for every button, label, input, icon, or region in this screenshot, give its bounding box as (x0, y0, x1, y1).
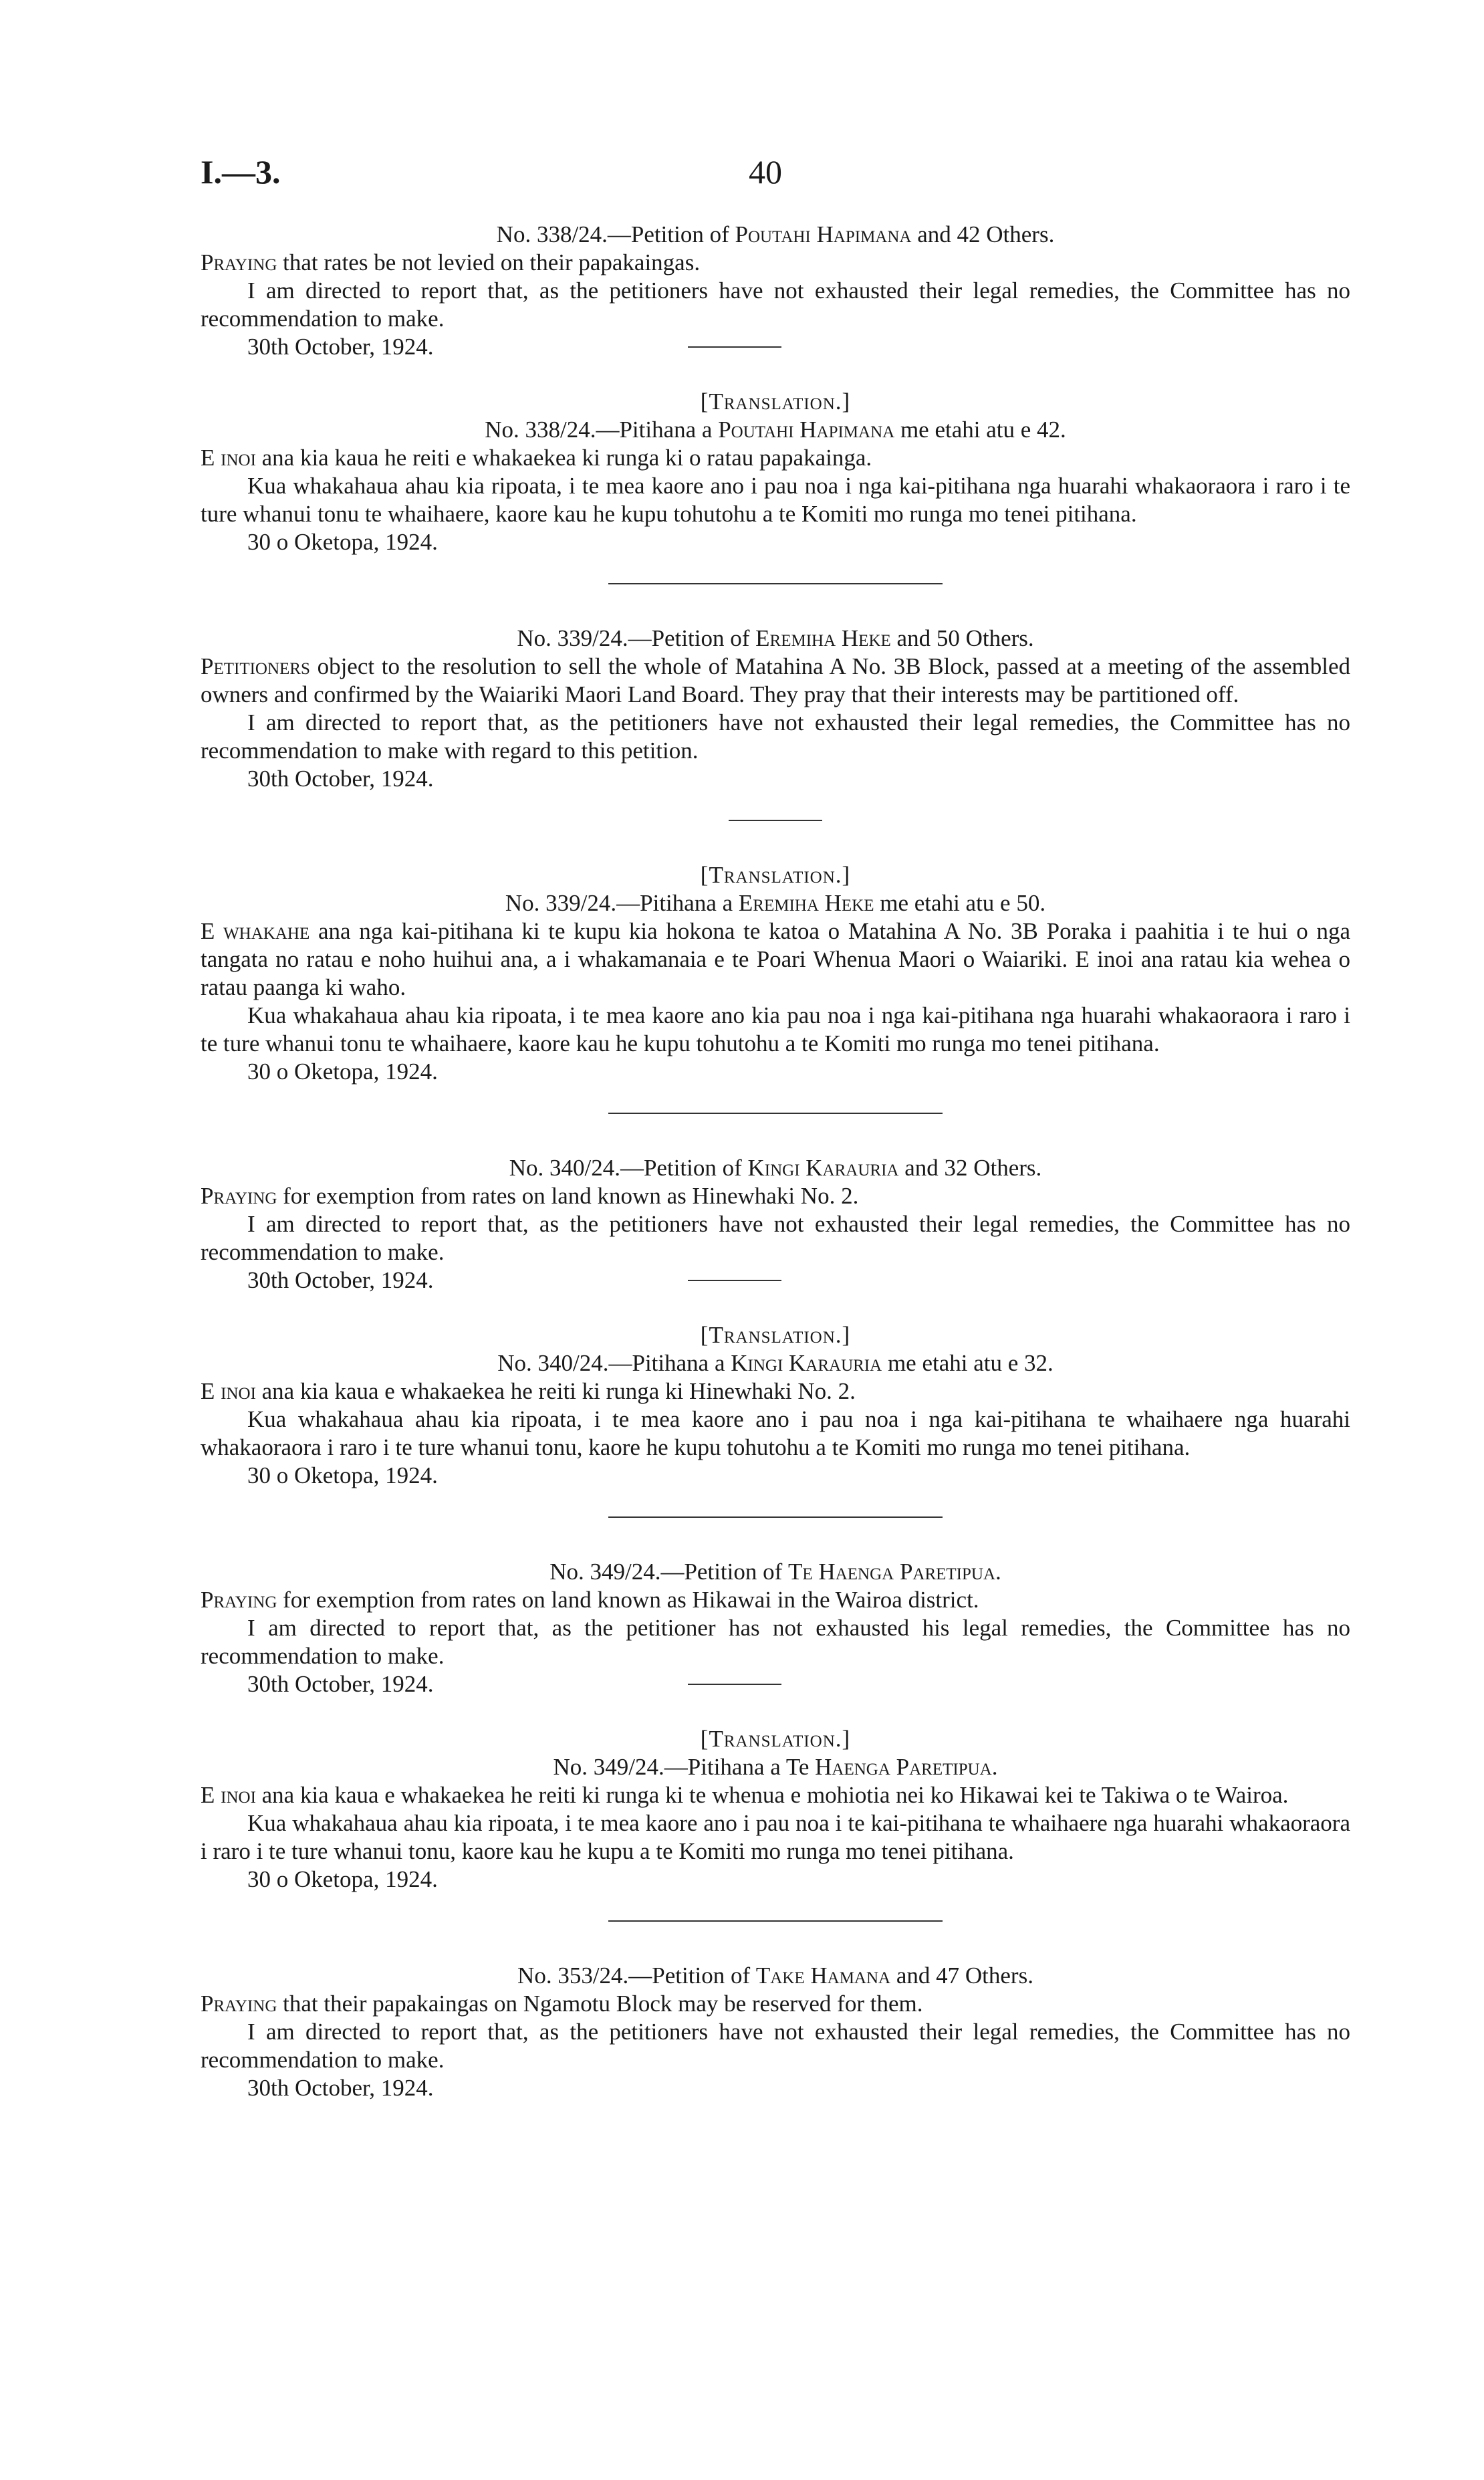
page-reference: I.—3. (201, 153, 281, 191)
committee-report: I am directed to report that, as the petitioner has not exhausted his legal remedies, the Committee has no recommendation to make. (201, 1615, 1350, 1669)
translation-entry (201, 1725, 1350, 1894)
petition-summary: Praying for exemption from rates on land known as Hikawai in the Wairoa district. (201, 1587, 979, 1613)
short-divider (688, 1280, 781, 1281)
committee-report: I am directed to report that, as the petitioners have not exhausted their legal remedies, the Committee has no recommendation to make with regard to this petition. (201, 709, 1350, 764)
petition-heading: No. 338/24.—Petition of Poutahi Hapimana and 42 Others. (496, 221, 1055, 247)
petition-heading: No. 349/24.—Petition of Te Haenga Paretipua. (549, 1559, 1001, 1585)
petition-summary: Praying for exemption from rates on land known as Hinewhaki No. 2. (201, 1183, 859, 1209)
petition-heading: No. 340/24.—Pitihana a Kingi Karauria me etahi atu e 32. (497, 1350, 1054, 1376)
translation-label: [Translation.] (700, 1726, 851, 1752)
report-date: 30 o Oketopa, 1924. (247, 1058, 438, 1085)
petition-entry (201, 1962, 1350, 2102)
petition-summary: E whakahe ana nga kai-pitihana ki te kupu kia hokona te katoa o Matahina A No. 3B Poraka i paahitia i te hui o nga tangata no ratau e noho huihui ana, a i whakamanaia e te Poari Whenua Maori o Waiariki. E inoi ana ratau kia wehea o ratau paanga ki waho. (201, 918, 1350, 1000)
petition-summary: E inoi ana kia kaua e whakaekea he reiti ki runga ki Hinewhaki No. 2. (201, 1378, 856, 1404)
committee-report: I am directed to report that, as the petitioners have not exhausted their legal remedies, the Committee has no recommendation to make. (201, 277, 1350, 332)
report-date: 30th October, 1924. (201, 1670, 1350, 1698)
report-date: 30 o Oketopa, 1924. (247, 1866, 438, 1892)
committee-report: I am directed to report that, as the petitioners have not exhausted their legal remedies, the Committee has no recommendation to make. (201, 2019, 1350, 2073)
translation-label: [Translation.] (700, 862, 851, 888)
petition-entry (201, 625, 1350, 793)
petition-heading: No. 349/24.—Pitihana a Te Haenga Paretipua. (553, 1754, 998, 1780)
translation-label: [Translation.] (700, 388, 851, 415)
document-body (201, 221, 1350, 2102)
petition-entry (201, 1558, 1350, 1698)
petition-heading: No. 339/24.—Pitihana a Eremiha Heke me etahi atu e 50. (505, 890, 1046, 916)
petition-summary: Petitioners object to the resolution to sell the whole of Matahina A No. 3B Block, passed at a meeting of the assembled owners and confirmed by the Waiariki Maori Land Board. They pray that their interests may be partitioned off. (201, 653, 1350, 707)
committee-report: Kua whakahaua ahau kia ripoata, i te mea kaore ano i pau noa i nga kai-pitihana nga huarahi whakaoraora i raro i te ture whanui tonu te whaihaere, kaore kau he kupu tohutohu a te Komiti mo runga mo tenei pitihana. (201, 473, 1350, 527)
report-date: 30th October, 1924. (201, 1266, 1350, 1294)
committee-report: I am directed to report that, as the petitioners have not exhausted their legal remedies, the Committee has no recommendation to make. (201, 1211, 1350, 1265)
committee-report: Kua whakahaua ahau kia ripoata, i te mea kaore ano kia pau noa i nga kai-pitihana nga huarahi whakaoraora i raro i te ture whanui tonu te whaihaere, kaore kau he kupu tohutohu a te Komiti mo runga mo tenei pitihana. (201, 1002, 1350, 1056)
report-date: 30th October, 1924. (247, 766, 434, 792)
petition-heading: No. 340/24.—Petition of Kingi Karauria and 32 Others. (509, 1155, 1042, 1181)
translation-entry (201, 1321, 1350, 1490)
petition-entry (201, 221, 1350, 361)
short-divider (688, 1684, 781, 1685)
report-date: 30 o Oketopa, 1924. (247, 1462, 438, 1488)
translation-entry (201, 388, 1350, 556)
committee-report: Kua whakahaua ahau kia ripoata, i te mea kaore ano i pau noa i te kai-pitihana te whaihaere nga huarahi whakaoraora i raro i te ture whanui tonu, kaore kau he kupu a te Komiti mo runga mo tenei pitihana. (201, 1810, 1350, 1864)
petition-summary: E inoi ana kia kaua e whakaekea he reiti ki runga ki te whenua e mohiotia nei ko Hikawai kei te Takiwa o te Wairoa. (201, 1782, 1289, 1808)
petition-heading: No. 353/24.—Petition of Take Hamana and 47 Others. (517, 1962, 1033, 1989)
petition-heading: No. 339/24.—Petition of Eremiha Heke and 50 Others. (517, 625, 1034, 651)
petition-summary: E inoi ana kia kaua he reiti e whakaekea ki runga ki o ratau papakainga. (201, 445, 872, 471)
short-divider (688, 346, 781, 348)
petition-entry (201, 1154, 1350, 1294)
petition-heading: No. 338/24.—Pitihana a Poutahi Hapimana me etahi atu e 42. (485, 417, 1066, 443)
report-date: 30th October, 1924. (201, 333, 1350, 361)
petition-summary: Praying that rates be not levied on their papakaingas. (201, 249, 701, 275)
page-number: 40 (749, 153, 782, 191)
petition-summary: Praying that their papakaingas on Ngamotu Block may be reserved for them. (201, 1991, 923, 2017)
committee-report: Kua whakahaua ahau kia ripoata, i te mea kaore ano i pau noa i nga kai-pitihana te whaihaere nga huarahi whakaoraora i raro i te ture whanui tonu, kaore he kupu tohutohu a te Komiti mo runga mo tenei pitihana. (201, 1406, 1350, 1460)
report-date: 30 o Oketopa, 1924. (247, 529, 438, 555)
translation-entry (201, 861, 1350, 1086)
report-date: 30th October, 1924. (247, 2075, 434, 2101)
translation-label: [Translation.] (700, 1322, 851, 1348)
